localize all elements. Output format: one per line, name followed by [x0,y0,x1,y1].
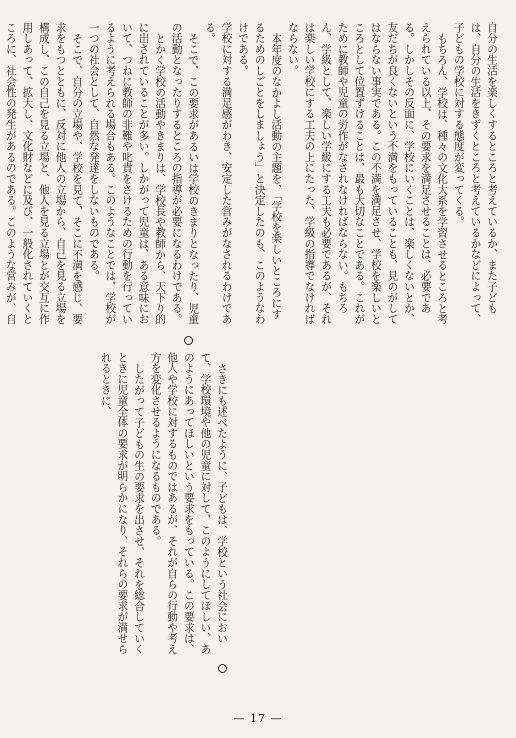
paragraph: とかく学校の活動やきまりは、学校長や教師から、天下り的に出されていることが多い。しかがって児童は、ある意味において、つねに教師の非難や叱責をさけるための行動を行っているように考えられる場合もある。このようなことでは、学校が一つの社会として、自然な発達をしないものである。 [87,22,167,325]
section-circle-marker-icon [184,336,193,345]
paragraph: そこで、自分の立場や、学校を見て、そこに不満を感じ、要求をもつとともに、反対に他人の立場から、自己を見る立場を構成し、この自己を見る立場と、他人を見る立場とが交互に作用しあって、拡大し、文化財などに及び、一般化されていくところに、社会性の発生があるのである。このような営みが、自 [4,22,84,325]
section-circle-marker-icon [218,664,227,673]
lower-text-block [10,352,230,657]
upper-text-block [4,22,500,327]
paragraph: したがって子どもの生の要求を出させ、それを総合していくときに児童全体の要求が明らかになり、それらの要求が満せられるときに、 [99,352,146,655]
paragraph: 自分の生活を楽しくするところと考えているか、また子どもは、自分の生活をきずくところと考えているかなどによって、子どもの学校に対する態度が変ってくる。 [452,22,498,325]
paragraph: 本年度のなかよし活動の主題を、「学校を楽しいところにするためのしごとをしましょう」と決定したのも、このようなわけである。 [237,22,283,325]
paragraph: さきにも述べたように、子どもは、学校という社会において、学校環境や他の児童に対して、このようにしてほしい、あのようにあってほしいという要求をもっている。この要求は、他人や学校に対するものではあるが、それが自らの行動や考え方を変化させるようになるものである。 [149,352,228,655]
paragraph: もちろん、学校は、種々の文化大系を学習させるところと考えられている以上、その要求を満足させることは、必要である。しかしその反面に、学校にいくことは、楽しくないとか、友だちが良くないという不満をもっていることも、見のがしてはならない事実である。この不満を満足させ、学校を楽しいところとして位置ずけることは、最も大切なことである。これがために教師や児童の労作がなされなければならない。もちろん、学級として、楽しい学級にする工夫も必要であるが、それは楽しい学校にする工夫の上にたった、学級の指導でなければならない。 [286,22,449,325]
paragraph: そこで、この要求があるいは学校のきまりとなったり、児童の活動となったりするところの指導が必要になるわけである。 [170,22,200,325]
page-number: — 17 — [233,712,283,725]
paragraph: 学校に対する満足感がわき、安定した営みがなされるわけである。 [203,22,233,325]
